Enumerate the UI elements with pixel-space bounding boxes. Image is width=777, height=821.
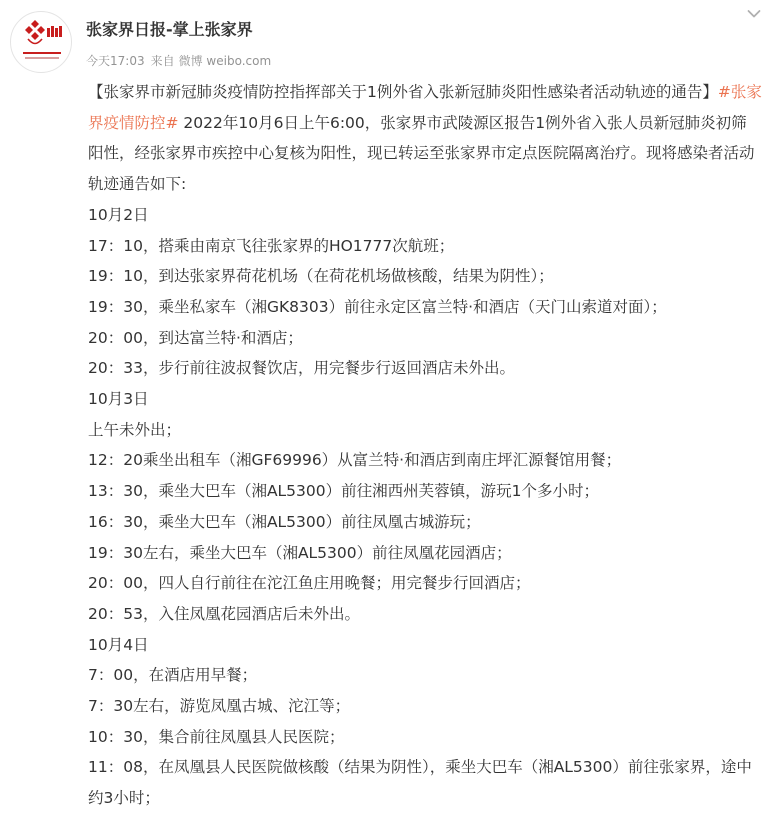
itinerary-item: 7：00，在酒店用早餐； [88, 666, 258, 685]
intro-paragraph [88, 77, 762, 200]
itinerary-item: 17：10，搭乘由南京飞往张家界的HO1777次航班； [88, 236, 455, 255]
more-options-button[interactable] [742, 4, 766, 24]
itinerary-item: 20：33，步行前往波叔餐饮店，用完餐步行返回酒店未外出。 [88, 359, 515, 378]
itinerary-item: 20：00，到达富兰特·和酒店； [88, 328, 303, 347]
post-content [88, 77, 762, 814]
source-prefix: 来自 [150, 54, 175, 68]
post-source[interactable]: 微博 weibo.com [178, 54, 272, 68]
itinerary-item: 19：30，乘坐私家车（湘GK8303）前往永定区富兰特·和酒店（天门山索道对面）； [88, 297, 667, 316]
avatar[interactable] [10, 11, 72, 73]
intro-body: 2022年10月6日上午6:00，张家界市武陵源区报告1例外省入张人员新冠肺炎初筛阳性，经张家界市疾控中心复核为阳性，现已转运至张家界市定点医院隔离治疗。现将感染者活动轨迹通告如下: [88, 113, 755, 194]
itinerary-item: 19：10，到达张家界荷花机场（在荷花机场做核酸，结果为阴性）； [88, 267, 554, 286]
hashtag-link[interactable]: #张家界疫情防控# [88, 83, 762, 132]
post-meta [86, 53, 277, 69]
itinerary-item: 16：30，乘坐大巴车（湘AL5300）前往凤凰古城游玩； [88, 512, 481, 531]
chevron-down-icon [747, 9, 761, 19]
itinerary-item: 13：30，乘坐大巴车（湘AL5300）前往湘西州芙蓉镇，游玩1个多小时； [88, 482, 599, 501]
date-heading: 10月4日 [88, 635, 149, 654]
zhangjiajie-daily-logo-icon [11, 12, 71, 72]
itinerary-item: 20：00，四人自行前往在沱江鱼庄用晚餐；用完餐步行回酒店； [88, 574, 531, 593]
itinerary-item: 7：30左右，游览凤凰古城、沱江等； [88, 697, 351, 716]
post-time[interactable]: 今天17:03 [86, 54, 145, 68]
itinerary-item: 10：30，集合前往凤凰县人民医院； [88, 727, 345, 746]
itinerary-item: 11：08，在凤凰县人民医院做核酸（结果为阴性），乘坐大巴车（湘AL5300）前往张家界，途中约3小时； [88, 758, 752, 808]
itinerary-item: 上午未外出； [88, 420, 182, 439]
post-header [0, 0, 777, 76]
itinerary-item: 20：53，入住凤凰花园酒店后未外出。 [88, 604, 360, 623]
itinerary-item: 19：30左右，乘坐大巴车（湘AL5300）前往凤凰花园酒店； [88, 543, 512, 562]
date-heading: 10月3日 [88, 390, 149, 409]
author-name[interactable]: 张家界日报-掌上张家界 [86, 20, 253, 39]
intro-title: 【张家界市新冠肺炎疫情防控指挥部关于1例外省入张新冠肺炎阳性感染者活动轨迹的通告】 [88, 83, 718, 101]
date-heading: 10月2日 [88, 205, 149, 224]
itinerary-item: 12：20乘坐出租车（湘GF69996）从富兰特·和酒店到南庄坪汇源餐馆用餐； [88, 451, 622, 470]
